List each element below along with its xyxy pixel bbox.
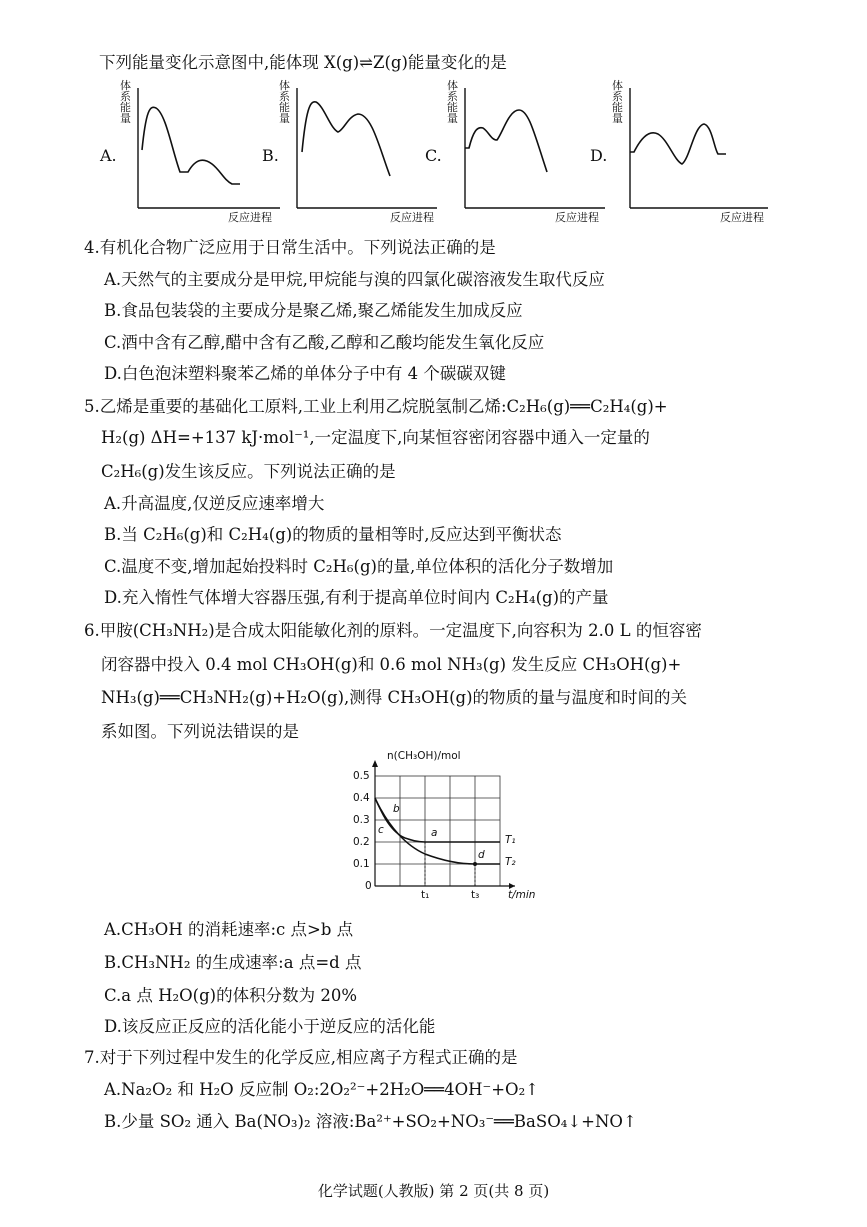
q6-option-a: A.CH₃OH 的消耗速率:c 点>b 点 xyxy=(104,920,354,939)
q5-option-b: B.当 C₂H₆(g)和 C₂H₄(g)的物质的量相等时,反应达到平衡状态 xyxy=(104,525,562,544)
x-axis-label: 反应进程 xyxy=(390,211,434,224)
q4-option-d: D.白色泡沫塑料聚苯乙烯的单体分子中有 4 个碳碳双键 xyxy=(104,364,506,383)
ch3oh-graph xyxy=(345,750,545,902)
q4-option-a: A.天然气的主要成分是甲烷,甲烷能与溴的四氯化碳溶液发生取代反应 xyxy=(104,270,605,289)
q6-line-4: 系如图。下列说法错误的是 xyxy=(101,722,299,741)
point-d-label: d xyxy=(478,849,485,861)
x-axis-label: 反应进程 xyxy=(720,211,764,224)
q5-line-1: 5.乙烯是重要的基础化工原料,工业上利用乙烷脱氢制乙烯:C₂H₆(g)══C₂H₄(g)+ xyxy=(84,397,668,416)
point-a-label: a xyxy=(431,827,438,839)
option-d-label: D. xyxy=(590,146,608,165)
q7-option-b: B.少量 SO₂ 通入 Ba(NO₃)₂ 溶液:Ba²⁺+SO₂+NO₃⁻══BaSO₄↓+NO↑ xyxy=(104,1112,637,1131)
energy-diagram-c xyxy=(425,80,615,230)
q5-line-2: H₂(g) ΔH=+137 kJ·mol⁻¹,一定温度下,向某恒容密闭容器中通入一定量的 xyxy=(101,428,650,447)
q4-option-b: B.食品包装袋的主要成分是聚乙烯,聚乙烯能发生加成反应 xyxy=(104,301,523,320)
x-axis-label: 反应进程 xyxy=(555,211,599,224)
graph-x-label: t/min xyxy=(508,889,536,901)
y-tick: 0.1 xyxy=(353,858,370,870)
q4-stem: 4.有机化合物广泛应用于日常生活中。下列说法正确的是 xyxy=(84,238,496,257)
point-c-label: c xyxy=(378,824,384,836)
energy-diagram-d xyxy=(590,80,780,230)
y-tick: 0 xyxy=(365,880,372,892)
q4-option-c: C.酒中含有乙醇,醋中含有乙酸,乙醇和乙酸均能发生氧化反应 xyxy=(104,333,545,352)
y-tick: 0.5 xyxy=(353,770,370,782)
x-tick: t₃ xyxy=(471,889,480,901)
y-axis-label: 体系能量 xyxy=(279,79,290,125)
x-tick: t₁ xyxy=(421,889,430,901)
q5-option-c: C.温度不变,增加起始投料时 C₂H₆(g)的量,单位体积的活化分子数增加 xyxy=(104,557,614,576)
point-b-label: b xyxy=(393,803,400,815)
q7-stem: 7.对于下列过程中发生的化学反应,相应离子方程式正确的是 xyxy=(84,1048,518,1067)
x-axis-label: 反应进程 xyxy=(228,211,272,224)
q6-option-b: B.CH₃NH₂ 的生成速率:a 点=d 点 xyxy=(104,953,362,972)
page-footer: 化学试题(人教版) 第 2 页(共 8 页) xyxy=(317,1182,550,1200)
option-c-label: C. xyxy=(425,146,442,165)
q5-line-3: C₂H₆(g)发生该反应。下列说法正确的是 xyxy=(101,462,396,481)
q6-line-2: 闭容器中投入 0.4 mol CH₃OH(g)和 0.6 mol NH₃(g) 发生反应 CH₃OH(g)+ xyxy=(101,655,682,674)
y-tick: 0.4 xyxy=(353,792,370,804)
graph-y-label: n(CH₃OH)/mol xyxy=(387,750,461,762)
q6-line-1: 6.甲胺(CH₃NH₂)是合成太阳能敏化剂的原料。一定温度下,向容积为 2.0 L 的恒容密 xyxy=(84,621,702,640)
q5-option-a: A.升高温度,仅逆反应速率增大 xyxy=(104,494,325,513)
y-axis-label: 体系能量 xyxy=(447,79,458,125)
energy-diagram-b xyxy=(262,80,452,230)
y-tick: 0.3 xyxy=(353,814,370,826)
q6-option-d: D.该反应正反应的活化能小于逆反应的活化能 xyxy=(104,1017,436,1036)
q5-option-d: D.充入惰性气体增大容器压强,有利于提高单位时间内 C₂H₄(g)的产量 xyxy=(104,588,609,607)
y-axis-label: 体系能量 xyxy=(612,79,623,125)
q6-line-3: NH₃(g)══CH₃NH₂(g)+H₂O(g),测得 CH₃OH(g)的物质的量与温度和时间的关 xyxy=(101,688,688,707)
q6-option-c: C.a 点 H₂O(g)的体积分数为 20% xyxy=(104,986,357,1005)
option-a-label: A. xyxy=(100,146,117,165)
q3-stem: 下列能量变化示意图中,能体现 X(g)⇌Z(g)能量变化的是 xyxy=(99,53,507,72)
y-axis-label: 体系能量 xyxy=(120,79,131,125)
curve-t2-label: T₂ xyxy=(505,856,516,868)
q7-option-a: A.Na₂O₂ 和 H₂O 反应制 O₂:2O₂²⁻+2H₂O══4OH⁻+O₂↑ xyxy=(104,1080,540,1099)
curve-t1-label: T₁ xyxy=(505,834,516,846)
option-b-label: B. xyxy=(262,146,279,165)
y-tick: 0.2 xyxy=(353,836,370,848)
